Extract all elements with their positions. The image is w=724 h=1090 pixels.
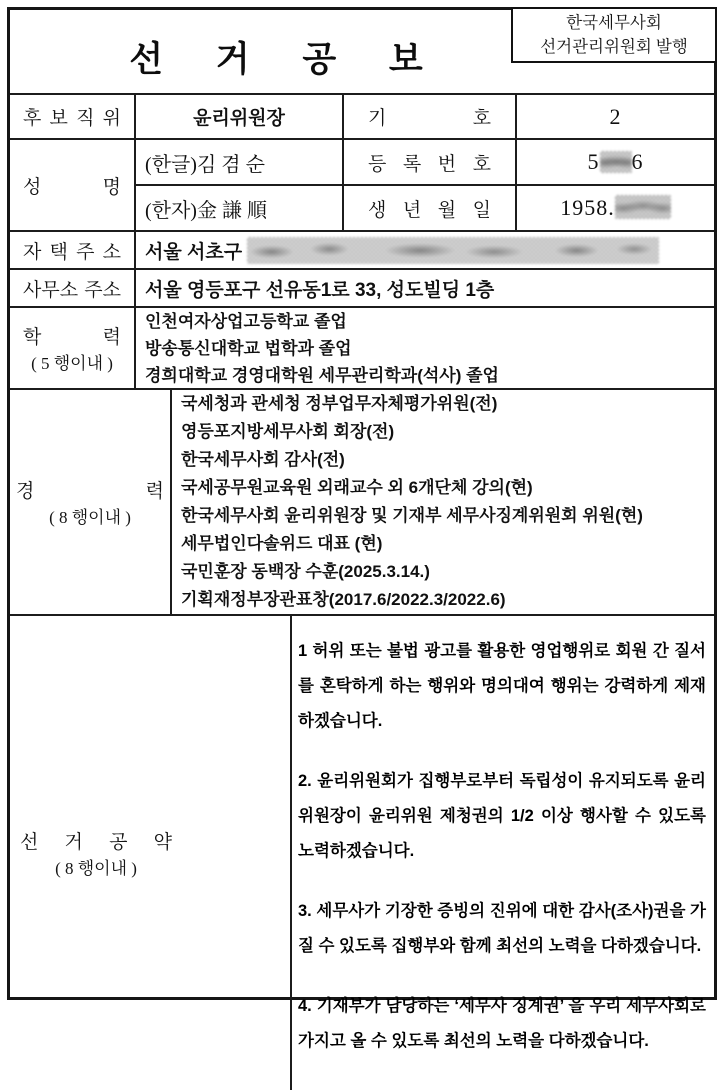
career-lines (172, 390, 714, 614)
title-row (10, 10, 714, 95)
pledges-body (292, 616, 714, 1090)
home-address-row (10, 232, 714, 270)
pledges-label: 선 거 공 약 ( 8 행이내 ) (10, 616, 292, 1090)
name-hangul-value: (한글)김 겸 순 (136, 140, 344, 184)
ballot-symbol-label: 기 호 (344, 95, 517, 138)
office-address-row (10, 270, 714, 308)
education-line: 방송통신대학교 법학과 졸업 (145, 338, 352, 358)
registration-number-label: 등 록 번 호 (344, 140, 517, 184)
career-line: 한국세무사회 윤리위원장 및 기재부 세무사징계위원회 위원(현) (181, 506, 643, 525)
education-lines (136, 308, 714, 388)
ballot-symbol-value: 2 (609, 103, 622, 129)
career-line: 세무법인다솔위드 대표 (현) (181, 534, 383, 553)
name-row (10, 140, 714, 232)
office-address-label: 사무소 주소 (10, 270, 136, 306)
pledges-row (10, 616, 714, 1090)
pledge-item: 1 허위 또는 불법 광고를 활용한 영업행위로 회원 간 질서를 혼탁하게 하는 행위와 명의대여 행위는 강력하게 제재하겠습니다. (298, 642, 706, 730)
career-line: 국민훈장 동백장 수훈(2025.3.14.) (181, 562, 430, 581)
education-line: 경희대학교 경영대학원 세무관리학과(석사) 졸업 (145, 365, 499, 385)
birth-date-year: 1958. (560, 195, 615, 220)
pledge-item: 3. 세무사가 기장한 증빙의 진위에 대한 감사(조사)권을 가질 수 있도록 집행부와 함께 최선의 노력을 다하겠습니다. (298, 902, 706, 955)
home-address-text: 서울 서초구 (145, 241, 243, 263)
pledge-item: 2. 윤리위원회가 집행부로부터 독립성이 유지되도록 윤리위원장이 윤리위원 제청권의 1/2 이상 행사할 수 있도록 노력하겠습니다. (298, 772, 706, 860)
position-row (10, 95, 714, 140)
home-address-label: 자 택 주 소 (10, 232, 136, 268)
publisher-line2: 선거관리위원회 발행 (540, 37, 688, 56)
career-line: 한국세무사회 감사(전) (181, 450, 345, 469)
career-row (10, 390, 714, 616)
name-hanja-subrow (136, 186, 714, 230)
publisher-box (511, 7, 717, 63)
pledges-line-limit: ( 8 행이내 ) (55, 859, 137, 878)
redacted-registration-digits (600, 151, 632, 173)
page-title: 선 거 공 보 (129, 39, 425, 79)
career-label: 경 력 ( 8 행이내 ) (10, 390, 172, 614)
registration-number-prefix: 5 (587, 149, 600, 174)
publisher-line1: 한국세무사회 (566, 13, 662, 33)
birth-date-label: 생 년 월 일 (344, 186, 517, 230)
office-address-value: 서울 영등포구 선유동1로 33, 성도빌딩 1층 (145, 279, 495, 301)
position-value: 윤리위원장 (136, 95, 344, 138)
career-line-limit: ( 8 행이내 ) (49, 508, 131, 527)
pledge-item: 4. 기재부가 담당하는 ‘세무사 징계권’ 을 우리 세무사회로 가지고 올 수 있도록 최선의 노력을 다하겠습니다. (298, 997, 706, 1050)
education-line: 인천여자상업고등학교 졸업 (145, 311, 347, 331)
education-row (10, 308, 714, 390)
career-line: 영등포지방세무사회 회장(전) (181, 422, 395, 441)
name-hangul-subrow (136, 140, 714, 186)
registration-number-suffix: 6 (631, 149, 644, 174)
redacted-home-address (247, 237, 659, 264)
career-line: 국세청과 관세청 정부업무자체평가위원(전) (181, 394, 498, 413)
career-line: 국세공무원교육원 외래교수 외 6개단체 강의(현) (181, 478, 533, 497)
registration-number-value (517, 140, 714, 184)
education-label: 학 력 ( 5 행이내 ) (10, 308, 136, 388)
name-right-block (136, 140, 714, 230)
election-bulletin-document (7, 7, 717, 1050)
name-label: 성 명 (10, 140, 136, 230)
birth-date-value (517, 186, 714, 230)
position-label: 후 보 직 위 (10, 95, 136, 138)
home-address-value (136, 232, 714, 268)
name-hanja-value: (한자)金 謙 順 (136, 186, 344, 230)
redacted-birth-date (615, 195, 671, 219)
education-line-limit: ( 5 행이내 ) (31, 354, 113, 373)
career-line: 기획재정부장관표창(2017.6/2022.3/2022.6) (181, 590, 506, 609)
